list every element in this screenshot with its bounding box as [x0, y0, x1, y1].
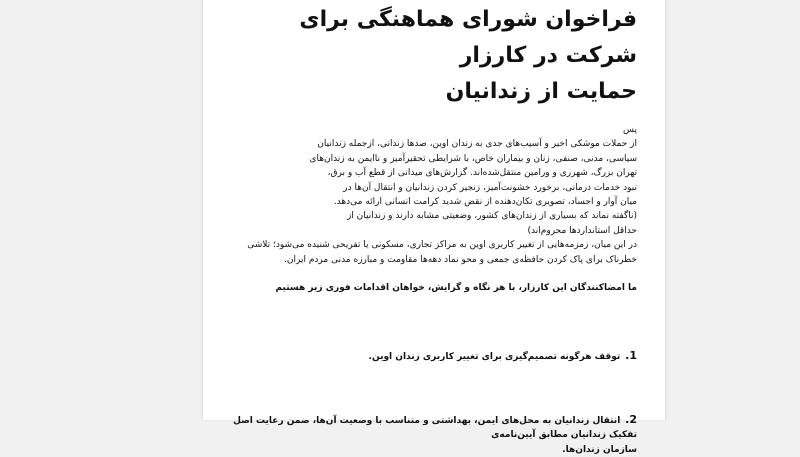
call-to-action: ما امضاکنندگان این کارزار، با هر نگاه و گرایش، خواهان اقدامات فوری زیر هستیم [275, 283, 637, 294]
paragraph-line: میان آوار و اجساد، تصویری تکان‌دهنده از نقض شدید کرامت انسانی ارائه می‌دهد. [333, 197, 637, 208]
paragraph-2 [231, 238, 637, 267]
paragraph-line: تهران بزرگ، شهرری و ورامین منتقل‌شده‌اند. گزارش‌های میدانی از قطع آب و برق، [327, 168, 637, 179]
document-title [231, 2, 637, 110]
item-number: 2. [625, 412, 637, 426]
item-number: 1. [625, 349, 637, 363]
paragraph-line: (ناگفته نماند که بسیاری از زندان‌های کشور، وضعیتی مشابه دارند و زندانیان از [346, 211, 637, 222]
title-line-2: حمایت از زندانیان [445, 79, 637, 104]
paragraph-1 [231, 123, 637, 238]
paragraph-line: سیاسی، مدنی، صنفی، زنان و بیماران خاص، با شرایطی تحقیرآمیز و ناایمن به زندان‌های [309, 153, 637, 164]
demand-item-1 [231, 349, 637, 364]
paragraph-line: پس [623, 125, 637, 135]
title-line-1: فراخوان شورای هماهنگی برای شرکت در کارزار [299, 7, 637, 68]
paragraph-line: در این میان، زمزمه‌هایی از تغییر کاربری اوین به مراکز تجاری، مسکونی یا تفریحی شنیده می‌شود؛ تلاشی [247, 240, 637, 251]
paragraph-line: خطرناک برای پاک کردن حافظه‌ی جمعی و محو نماد دهه‌ها مقاومت و مبارزه مدنی مردم ایران. [284, 254, 637, 265]
paragraph-line: حداقل استانداردها محروم‌اند) [527, 225, 637, 236]
document-page [202, 0, 666, 455]
paragraph-line: از حملات موشکی اخیر و آسیب‌های جدی به زندان اوین، صدها زندانی، ازجمله زندانیان [317, 139, 637, 150]
demand-item-2 [231, 413, 637, 457]
item-text-continued: سازمان زندان‌ها. [562, 444, 637, 455]
document-content [231, 0, 637, 457]
item-text: انتقال زندانیان به محل‌های ایمن، بهداشتی و متناسب با وضعیت آن‌ها، ضمن رعایت اصل تفکیک زندانیان مطابق آیین‌نامه‌ی [233, 415, 637, 441]
item-text: توقف هرگونه تصمیم‌گیری برای تغییر کاربری زندان اوین. [368, 352, 621, 363]
paragraph-line: نبود خدمات درمانی، برخورد خشونت‌آمیز، زنجیر کردن زندانیان و انتقال آن‌ها در [343, 182, 637, 193]
